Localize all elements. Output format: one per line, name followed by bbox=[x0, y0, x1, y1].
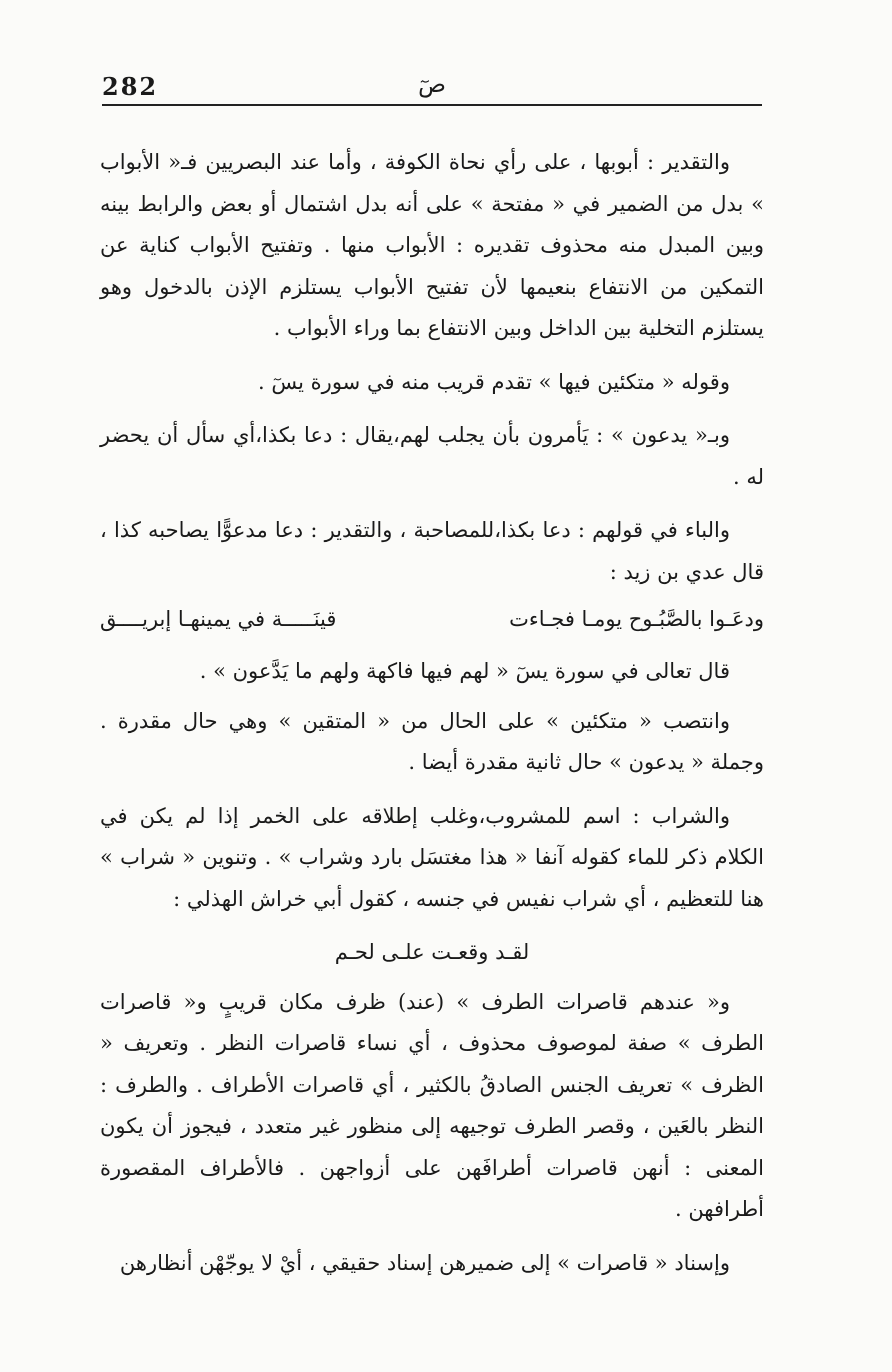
text-line: والشراب : اسم للمشروب،وغلب إطلاقه على الخمر إذا لم يكن في الكلام bbox=[100, 803, 764, 869]
text-line: الطرف » صفة لموصوف محذوف ، أي نساء قاصرات النظر . وتعريف bbox=[123, 1031, 764, 1055]
paragraph bbox=[100, 415, 764, 498]
text-line: والتقدير : أبوبها ، على رأي نحاة الكوفة ، وأما عند البصريين فـ« الأبواب » bbox=[100, 150, 764, 216]
text-line: و« عندهم قاصرات الطرف » (عند) ظرف مكان قريبٍ و« قاصرات bbox=[100, 989, 730, 1014]
text-line: « يدعون » حال ثانية مقدرة أيضا . bbox=[408, 750, 704, 774]
text-line: الانتفاع بنعيمها لأن تفتيح الأبواب يستلزم الإذن بالدخول وهو يستلزم التخلية بين bbox=[100, 274, 764, 340]
text-line: له . bbox=[732, 464, 764, 489]
page-header bbox=[102, 66, 762, 102]
paragraph bbox=[100, 142, 764, 350]
poetry-verse bbox=[100, 599, 764, 643]
text-line: وقوله « متكئين فيها » تقدم قريب منه في سورة يسٓ . bbox=[258, 369, 730, 394]
text-line: قال تعالى في سورة يسٓ « لهم فيها فاكهة ولهم ما يَدَّعون » . bbox=[199, 659, 730, 683]
paragraph bbox=[100, 651, 764, 693]
text-line: والباء في قولهم : دعا بكذا،للمصاحبة ، والتقدير : دعا مدعوًّا يصاحبه bbox=[148, 518, 730, 542]
text-line: وانتصب « متكئين » على الحال من « المتقين » وهي حال مقدرة . وجملة bbox=[100, 708, 764, 774]
paragraph bbox=[100, 362, 764, 404]
paragraph bbox=[100, 701, 764, 784]
text-line: المعنى : أنهن قاصرات أطرافَهن على أزواجهن . فالأطراف المقصورة أطرافهن . bbox=[100, 1155, 764, 1221]
text-line: الداخل وبين الانتفاع بما وراء الأبواب . bbox=[273, 316, 597, 340]
header-rule bbox=[102, 104, 762, 106]
running-head: صٓ bbox=[418, 72, 446, 98]
poetry-fragment: لقـد وقعـت علـى لحـم bbox=[334, 940, 530, 964]
verse-second-hemistich: قينَـــــة في يمينهـا إبريــــق bbox=[100, 607, 337, 631]
page-body bbox=[100, 142, 764, 1284]
verse-first-hemistich: ودعَـوا بالصَّبُـوح يومـا فجـاءت bbox=[509, 607, 764, 631]
page-number: 282 bbox=[102, 72, 159, 101]
text-line: وإسناد « قاصرات » إلى ضميرهن إسناد حقيقي ، أيْ لا يوجّهْن أنظارهن bbox=[119, 1250, 730, 1275]
paragraph bbox=[100, 796, 764, 921]
text-line: ذكر للماء كقوله آنفا « هذا مغتسَل بارد وشراب » . وتنوين « شراب » هنا bbox=[100, 845, 764, 911]
text-line: للتعظيم ، أي شراب نفيس في جنسه ، كقول أبي خراش الهذلي : bbox=[173, 886, 734, 911]
text-line: النظر بالعَين ، وقصر الطرف توجيهه إلى منظور غير متعدد ، فيجوز أن يكون bbox=[100, 1114, 764, 1138]
paragraph bbox=[100, 982, 764, 1231]
paragraph bbox=[100, 510, 764, 593]
text-line: وبـ« يدعون » : يَأمرون بأن يجلب لهم،يقال : دعا بكذا،أي سأل أن يحضر bbox=[100, 423, 730, 447]
text-line: كذا ، قال عدي بن زيد : bbox=[100, 518, 764, 584]
text-line: المبدل منه محذوف تقديره : الأبواب منها . وتفتيح الأبواب كناية عن التمكين من bbox=[100, 233, 764, 299]
text-line: بدل من الضمير في « مفتحة » على أنه بدل اشتمال أو بعض والرابط بينه وبين bbox=[100, 191, 764, 257]
paragraph bbox=[100, 1243, 764, 1285]
text-line: « الظرف » تعريف الجنس الصادقُ بالكثير ، أي قاصرات الأطراف . والطرف : bbox=[100, 1031, 764, 1097]
